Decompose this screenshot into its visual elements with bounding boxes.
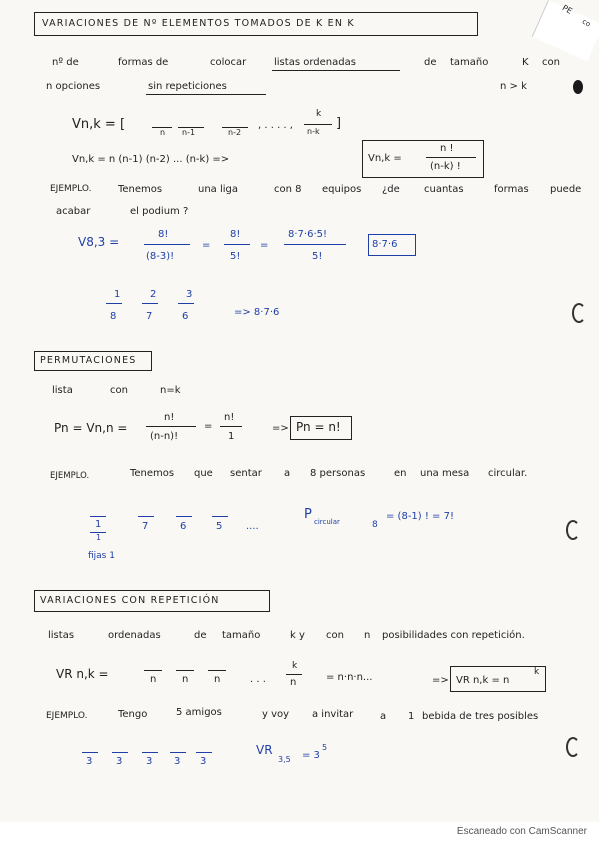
s2-slot1-top <box>90 516 106 517</box>
s1-slot3-den: 6 <box>182 311 189 322</box>
s3-l1-w5: k y <box>290 630 305 641</box>
s2-f1bar <box>146 426 196 427</box>
s1-f1-bar2 <box>178 127 204 128</box>
s3-l1-w3: de <box>194 630 207 641</box>
s2-f2bar <box>220 426 242 427</box>
s1-boxed-den: (n-k) ! <box>430 161 461 172</box>
s3-ex-slot4-bar <box>170 752 186 753</box>
s3-ex-w1: EJEMPLO. <box>46 711 88 721</box>
s1-v83-f3den: 5! <box>312 251 323 262</box>
s3-boxed-exp: k <box>534 667 540 677</box>
s1-boxed-num: n ! <box>440 143 454 154</box>
s2-slot3-val: 6 <box>180 521 187 532</box>
s2-pc-sub: circular <box>314 518 340 526</box>
s1-ex2-w2: el podium ? <box>130 206 189 217</box>
s1-ex2-w1: acabar <box>56 206 91 217</box>
s2-slot4-val: 5 <box>216 521 223 532</box>
s3-vr-eq: = 3 <box>302 750 320 761</box>
s3-ex-slot5: 3 <box>200 756 207 767</box>
s3-ex-slot2-bar <box>112 752 128 753</box>
s1-l1-w6: tamaño <box>450 57 489 68</box>
s3-vr-sub: 3,5 <box>278 755 291 764</box>
s1-v83-result: 8·7·6 <box>372 239 398 250</box>
binder-ring-2 <box>566 520 580 540</box>
s2-ex-w5: a <box>284 468 291 479</box>
s2-ex-w4: sentar <box>230 468 262 479</box>
s3-l1-w7: n <box>364 630 371 641</box>
s3-l1-w2: ordenadas <box>108 630 161 641</box>
s1-f1-bar4 <box>304 124 332 125</box>
s1-l2-w1: n opciones <box>46 81 101 92</box>
s2-ex-w2: Tenemos <box>130 468 175 479</box>
s3-ex-w3: 5 amigos <box>176 707 222 718</box>
s2-f1den: (n-n)! <box>150 431 179 442</box>
s1-f1-bar3 <box>222 127 248 128</box>
s1-l1-w4: listas ordenadas <box>274 57 356 68</box>
s3-slot1: n <box>150 674 157 685</box>
s1-slot1-num: 1 <box>114 289 121 300</box>
s3-vr: VR <box>256 743 273 757</box>
s2-arrow: => <box>272 423 289 434</box>
s2-pc-rest: = (8-1) ! = 7! <box>386 511 454 522</box>
s1-f1-bar1 <box>152 127 172 128</box>
s2-f2num: n! <box>224 412 235 423</box>
s3-ex-w6: a <box>380 711 387 722</box>
s2-l1-w1: lista <box>52 385 73 396</box>
s3-l1-w4: tamaño <box>222 630 261 641</box>
s2-slot2-val: 7 <box>142 521 149 532</box>
s1-slot3-bar <box>178 303 194 304</box>
binder-hole <box>573 80 583 94</box>
s1-l2-w3: n > k <box>500 81 527 92</box>
s3-slot3-bar <box>208 670 226 671</box>
s3-ex-slot1: 3 <box>86 756 93 767</box>
s1-f1-d3: n-2 <box>228 128 242 137</box>
s1-ex-w2: Tenemos <box>118 184 163 195</box>
s1-v83-f3num: 8·7·6·5! <box>288 229 327 240</box>
s1-slot2-bar <box>142 303 158 304</box>
s3-l1-w8: posibilidades con repetición. <box>382 630 525 641</box>
s2-ex-w3: que <box>194 468 213 479</box>
s1-f1-d2: n-1 <box>182 128 196 137</box>
s1-l1-w1: nº de <box>52 57 79 68</box>
s1-f1-close: ] <box>336 116 342 131</box>
s1-ex-w7: cuantas <box>424 184 464 195</box>
s1-l1-w5: de <box>424 57 437 68</box>
s3-ex-w5: a invitar <box>312 709 354 720</box>
underline-sin-rep <box>146 94 266 95</box>
s3-slot2-bar <box>176 670 194 671</box>
s3-lastnum: k <box>292 661 298 671</box>
s1-v83-f1den: (8-3)! <box>146 251 175 262</box>
section3-title: VARIACIONES CON REPETICIÓN <box>40 595 220 606</box>
s2-ex-w6: 8 personas <box>310 468 366 479</box>
s2-ex-w7: en <box>394 468 407 479</box>
underline-listas <box>272 70 400 71</box>
s1-v83-bar3 <box>284 244 346 245</box>
s1-ex-w5: equipos <box>322 184 362 195</box>
s1-ex-w6: ¿de <box>382 184 400 195</box>
s2-eq: = <box>204 421 213 432</box>
s2-slot1-num: 1 <box>95 519 102 530</box>
s1-boxed-lhs: Vn,k = <box>368 153 402 164</box>
s3-vr-exp: 5 <box>322 743 328 752</box>
s3-slot3: n <box>214 674 221 685</box>
s3-boxed-text: VR n,k = n <box>456 675 510 686</box>
section1-title: VARIACIONES DE Nº ELEMENTOS TOMADOS DE K EN K <box>42 18 355 29</box>
s1-f1-lhs: Vn,k = [ <box>72 117 126 132</box>
s1-v83-f2den: 5! <box>230 251 241 262</box>
s1-ex-w3: una liga <box>198 184 239 195</box>
s1-slots-result: => 8·7·6 <box>234 307 280 318</box>
s1-ex-w8: formas <box>494 184 529 195</box>
s1-v83-eq2: = <box>260 240 269 251</box>
s3-ex-w7: 1 <box>408 711 415 722</box>
s3-slot1-bar <box>144 670 162 671</box>
s2-slot3-bar <box>176 516 192 517</box>
s1-v83-bar2 <box>224 244 250 245</box>
s1-ex-w1: EJEMPLO. <box>50 184 92 194</box>
s2-slot1-den: 1 <box>96 533 102 542</box>
corner-text-2: co <box>580 17 592 29</box>
s1-f1-dots: , . . . . , <box>258 120 293 131</box>
s3-last-bar <box>286 674 302 675</box>
s3-l1-w6: con <box>326 630 344 641</box>
s1-f1-d1: n <box>160 128 166 137</box>
s1-v83-f1num: 8! <box>158 229 169 240</box>
s1-f2: Vn,k = n (n-1) (n-2) ... (n-k) => <box>72 154 230 165</box>
s2-l1-w3: n=k <box>160 385 181 396</box>
s2-slot4-bar <box>212 516 228 517</box>
s3-ex-slot1-bar <box>82 752 98 753</box>
scanner-footer: Escaneado con CamScanner <box>456 826 587 837</box>
s1-v83-eq1: = <box>202 240 211 251</box>
s1-f1-lastnum: k <box>316 109 322 119</box>
s1-ex-w4: con 8 <box>274 184 302 195</box>
s1-slot1-den: 8 <box>110 311 117 322</box>
s3-arrow: => <box>432 675 449 686</box>
s2-ex-w8: una mesa <box>420 468 470 479</box>
s1-slot2-num: 2 <box>150 289 157 300</box>
s3-ex-w4: y voy <box>262 709 290 720</box>
s1-l1-w7: K <box>522 57 529 68</box>
s3-dots: . . . <box>250 674 266 685</box>
s1-slot2-den: 7 <box>146 311 153 322</box>
s2-l1-w2: con <box>110 385 128 396</box>
s1-l1-w8: con <box>542 57 560 68</box>
s1-slot3-num: 3 <box>186 289 193 300</box>
s1-v83-f2num: 8! <box>230 229 241 240</box>
s3-eq: = n·n·n... <box>326 672 373 683</box>
s2-f2den: 1 <box>228 431 235 442</box>
s3-ex-slot2: 3 <box>116 756 123 767</box>
section2-title: PERMUTACIONES <box>40 355 137 366</box>
s1-ex-w9: puede <box>550 184 582 195</box>
s2-fijas: fijas 1 <box>88 551 115 561</box>
s3-slot2: n <box>182 674 189 685</box>
s2-slot2-bar <box>138 516 154 517</box>
s2-pc: P <box>304 507 312 522</box>
s3-l1-w1: listas <box>48 630 75 641</box>
s1-l2-w2: sin repeticiones <box>148 81 227 92</box>
s1-boxed-bar <box>426 157 476 158</box>
s3-lhs: VR n,k = <box>56 667 109 681</box>
binder-ring-1 <box>572 303 586 323</box>
s2-f1num: n! <box>164 412 175 423</box>
s1-l1-w3: colocar <box>210 57 247 68</box>
s3-ex-w2: Tengo <box>118 709 148 720</box>
s1-f1-lastden: n-k <box>307 127 320 136</box>
s2-boxed-text: Pn = n! <box>296 420 341 434</box>
s3-ex-w8: bebida de tres posibles <box>422 711 539 722</box>
s2-ex-w9: circular. <box>488 468 528 479</box>
s2-pc-8: 8 <box>372 520 378 530</box>
s2-ex-w1: EJEMPLO. <box>50 471 90 481</box>
s3-ex-slot4: 3 <box>174 756 181 767</box>
s1-slot1-bar <box>106 303 122 304</box>
s2-lhs: Pn = Vn,n = <box>54 421 128 435</box>
s3-ex-slot3: 3 <box>146 756 153 767</box>
binder-ring-3 <box>566 737 580 757</box>
s1-v83-lhs: V8,3 = <box>78 235 120 249</box>
corner-text-1: PE <box>560 3 574 16</box>
s3-ex-slot5-bar <box>196 752 212 753</box>
s1-l1-w2: formas de <box>118 57 169 68</box>
s2-slot-dots: .... <box>246 521 259 532</box>
s3-ex-slot3-bar <box>142 752 158 753</box>
s1-v83-bar1 <box>144 244 190 245</box>
s3-lastden: n <box>290 677 297 688</box>
